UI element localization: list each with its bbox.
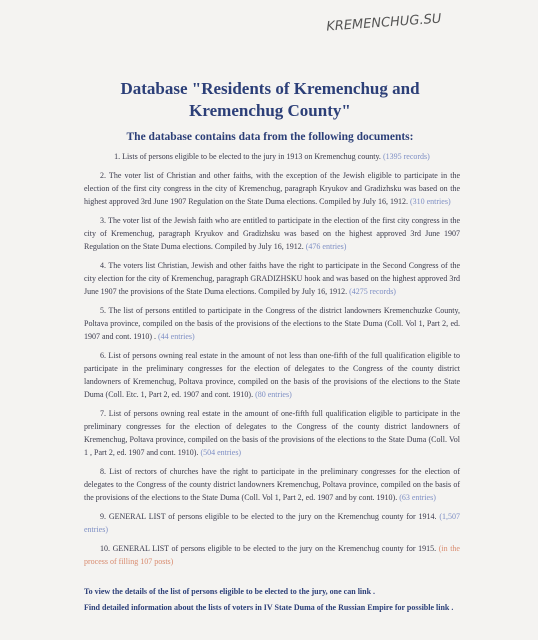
handwritten-note-text: KREMENCHUG.SU	[325, 11, 442, 34]
handwritten-note	[322, 6, 472, 34]
list-item: 9. GENERAL LIST of persons eligible to be elected to the jury on the Kremenchug county for 1914. (1,507 entries)	[84, 512, 461, 534]
footer-line: To view the details of the list of persons eligible to be elected to the jury, one can link .	[84, 587, 376, 596]
list-item: 6. List of persons owning real estate in the amount of not less than one-fifth of the full qualification eligible to participate in the preliminary congresses for the election of delegates to the Congress of the county district landowners of Kremenchug, Poltava province, compiled on the basis of the provisions of the elections to the State Duma (Coll. Etc. 1, Part 2, ed. 1907 and cont. 1910). (80 entries)	[84, 351, 460, 399]
list-item: 3. The voter list of the Jewish faith who are entitled to participate in the election of the first city congress in the city of Kremenchug, paragraph Kryukov and Gradizhsku was based on the highest approved 3rd June 1907 Regulation on the State Duma elections. Compiled by July 16, 1912. (476 entries)	[84, 216, 460, 251]
footer-links	[84, 585, 464, 617]
record-count[interactable]: (310 entries)	[409, 197, 451, 206]
list-item: 4. The voters list Christian, Jewish and other faiths have the right to participate in the Second Congress of the city election for the city of Kremenchug, paragraph GRADIZHSKU hook and was based on the highest approved 3rd June 1907 the provisions of the State Duma elections. Compiled by July 16, 1912. (4275 records)	[84, 261, 460, 296]
duma-voters-link[interactable]: link .	[436, 603, 454, 612]
list-item: 1. Lists of persons eligible to be elected to the jury in 1913 on Kremenchug county. (1395 records)	[114, 152, 430, 161]
record-count[interactable]: (476 entries)	[305, 242, 347, 251]
record-count[interactable]: (1395 records)	[382, 152, 430, 161]
record-count[interactable]: (80 entries)	[255, 390, 292, 399]
page-subtitle: The database contains data from the following documents:	[126, 131, 414, 143]
jury-list-link[interactable]: link .	[357, 587, 376, 596]
record-count[interactable]: (63 entries)	[399, 493, 436, 502]
record-count[interactable]: (44 entries)	[158, 332, 195, 341]
title-line-1: Database "Residents of Kremenchug and	[120, 79, 420, 98]
list-item: 8. List of rectors of churches have the right to participate in the preliminary congresses for the election of delegates to the Congress of the county district landowners Kremenchug, Poltava province, compiled on the basis of the provisions of the elections to the State Duma (Coll. Vol 1, Part 2, ed. 1907 and by cont. 1910). (63 entries)	[84, 467, 460, 502]
title-line-2: Kremenchug County"	[189, 101, 351, 120]
page-title	[60, 78, 480, 122]
list-item: 7. List of persons owning real estate in the amount of one-fifth full qualification eligible to participate in the preliminary congresses for the election of delegates to the Congress of the county district landowners of Kremenchug, Poltava province, compiled on the basis of the provisions of the elections to the State Duma (Coll. Vol 1 , Part 2, ed. 1907 and cont. 1910). (504 entries)	[84, 409, 460, 457]
list-item: 5. The list of persons entitled to participate in the Congress of the district landowners Kremenchuzke County, Poltava province, compiled on the basis of the provisions of the elections to the State Duma (Coll. Vol 1, Part 2, ed. 1907 and cont. 1910) . (44 entries)	[84, 306, 460, 341]
record-count[interactable]: (504 entries)	[200, 448, 242, 457]
footer-line: Find detailed information about the lists of voters in IV State Duma of the Russian Empire for possible link .	[84, 603, 454, 612]
list-item: 10. GENERAL LIST of persons eligible to be elected to the jury on the Kremenchug county for 1915. (in the process of filling 107 posts)	[84, 544, 460, 566]
documents-list	[84, 150, 460, 574]
record-count[interactable]: (1,507 entries)	[84, 512, 461, 534]
record-count[interactable]: (in the process of filling 107 posts)	[84, 544, 460, 566]
list-item: 2. The voter list of Christian and other faiths, with the exception of the Jewish eligible to participate in the election of the first city congress in the city of Kremenchug, paragraph Kryukov and Gradizhsku was based on the highest approved 3rd June 1907 Regulation on the State Duma elections. Compiled by July 16, 1912. (310 entries)	[84, 171, 460, 206]
record-count[interactable]: (4275 records)	[349, 287, 396, 296]
